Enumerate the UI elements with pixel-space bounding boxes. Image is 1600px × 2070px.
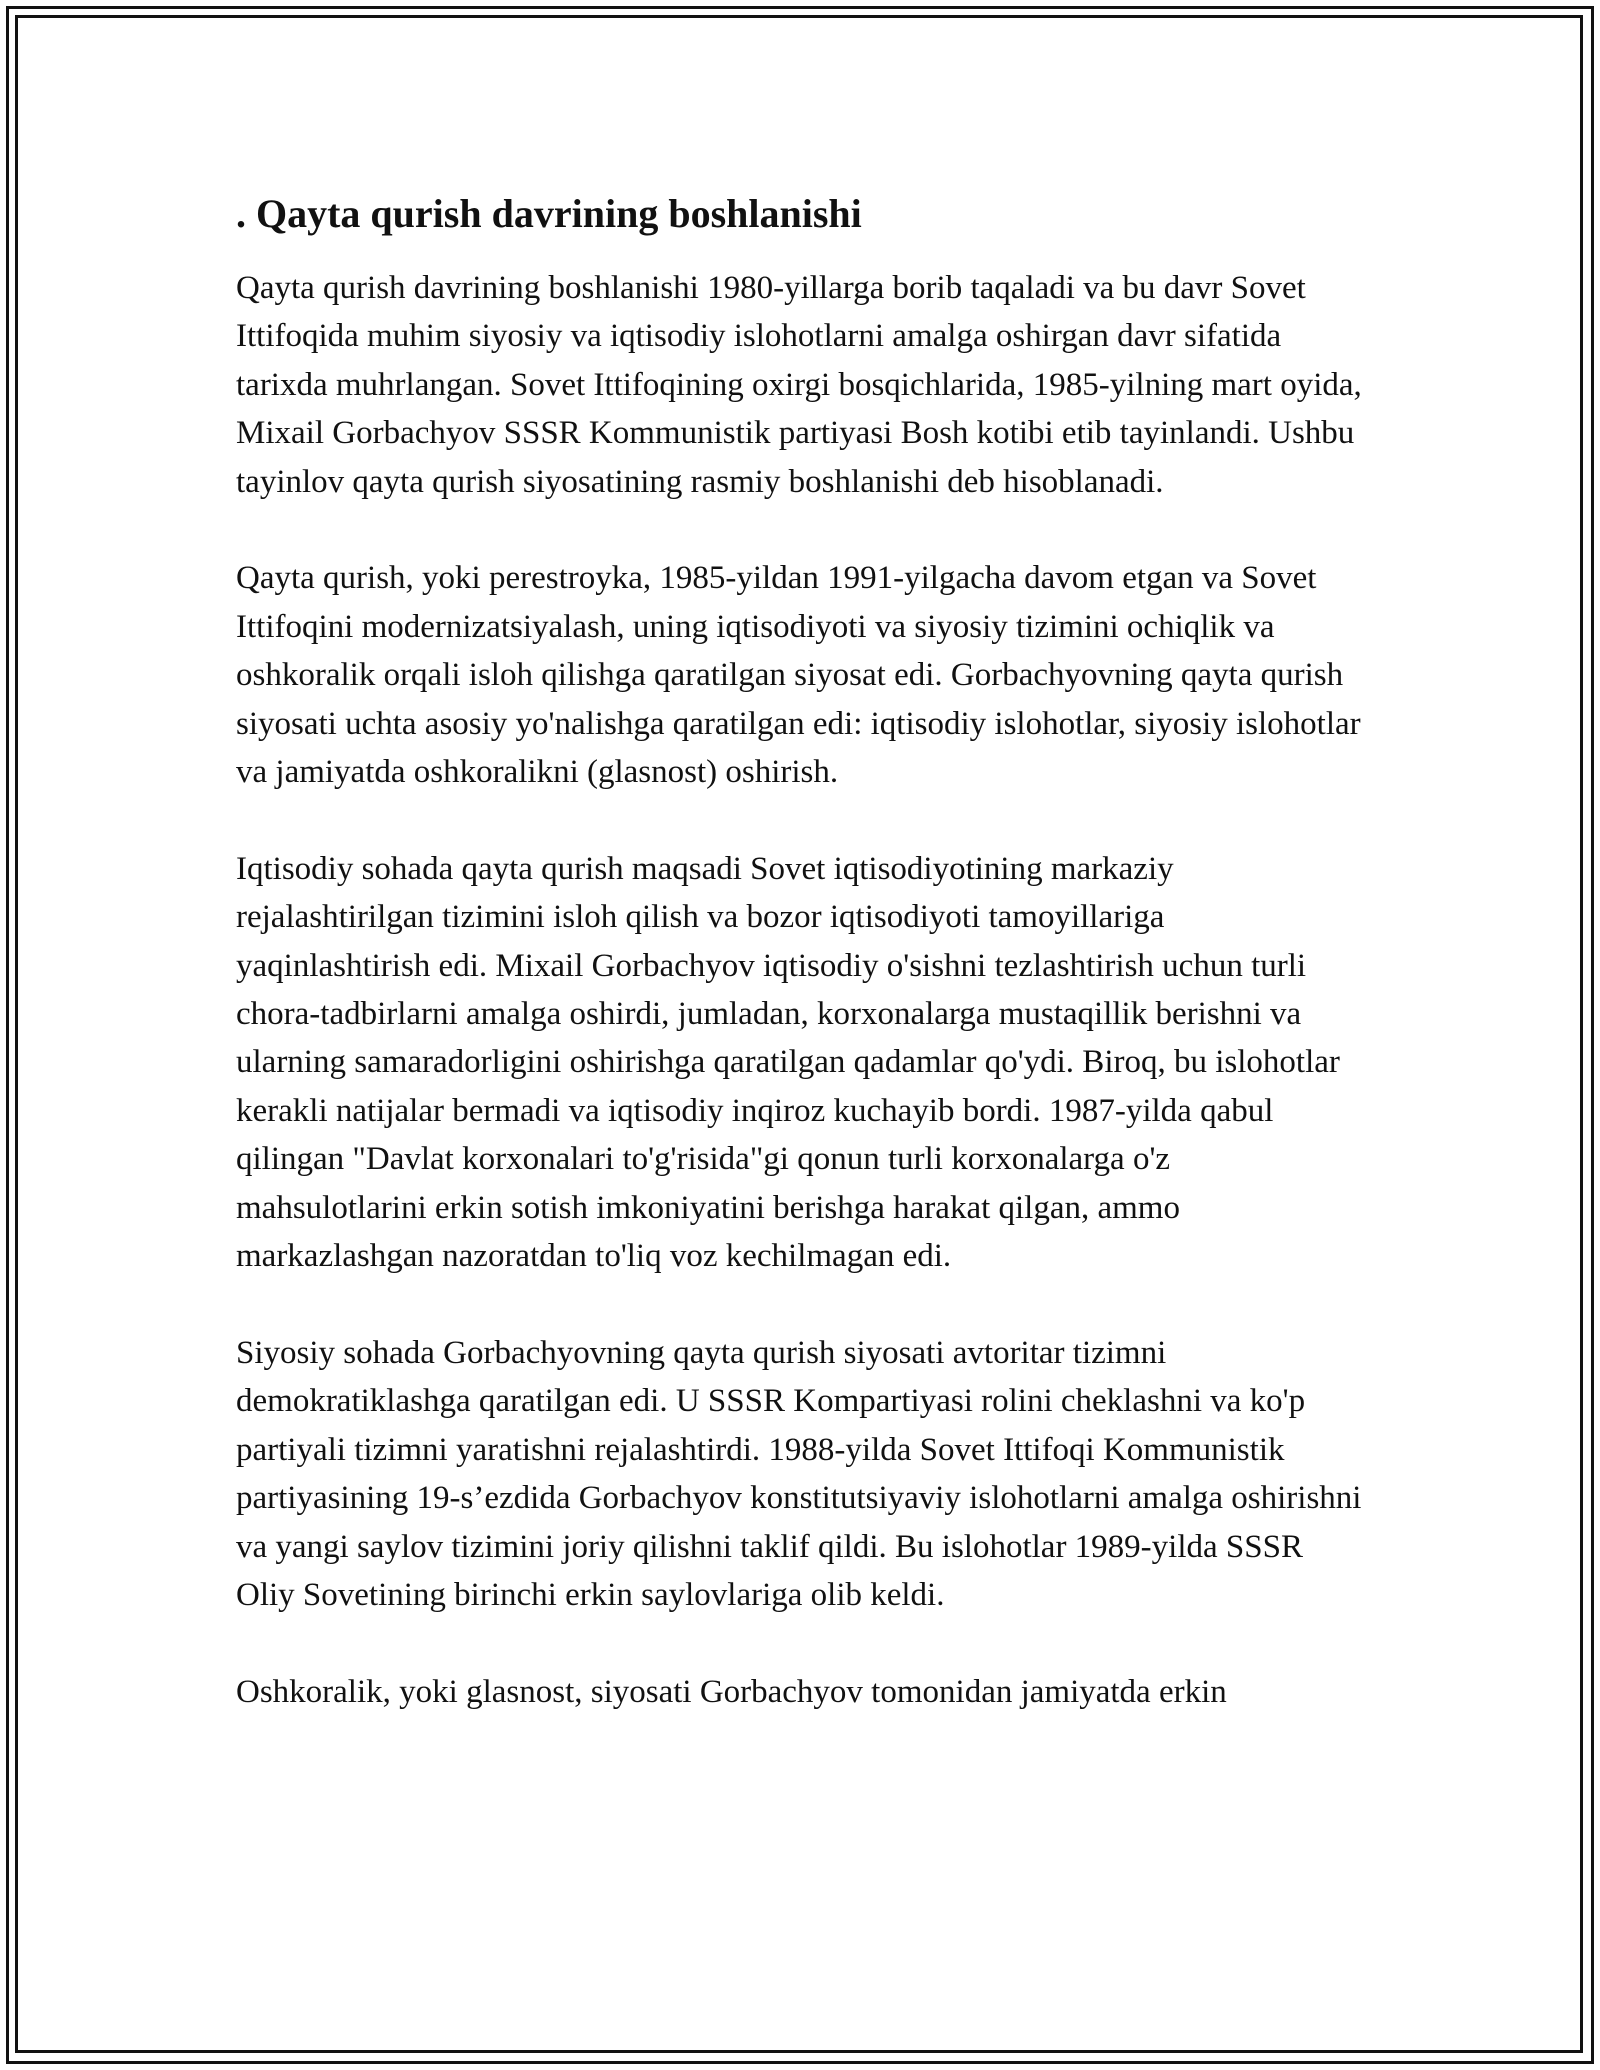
paragraph-3: Iqtisodiy sohada qayta qurish maqsadi Sovet iqtisodiyotining markaziy rejalashtirilgan tizimini isloh qilish va bozor iqtisodiyoti tamoyillariga yaqinlashtirish edi. Mixail Gorbachyov iqtisodiy o'sishni tezlashtirish uchun turli chora-tadbirlarni amalga oshirdi, jumladan, korxonalarga mustaqillik berishni va ularning samaradorligini oshirishga qaratilgan qadamlar qo'ydi. Biroq, bu islohotlar kerakli natijalar bermadi va iqtisodiy inqiroz kuchayib bordi. 1987-yilda qabul qilingan "Davlat korxonalari to'g'risida"gi qonun turli korxonalarga o'z mahsulotlarini erkin sotish imkoniyatini berishga harakat qilgan, ammo markazlashgan nazoratdan to'liq voz kechilmagan edi. [236, 850, 1340, 1275]
section-heading: . Qayta qurish davrining boshlanishi [236, 191, 862, 236]
paragraph-2: Qayta qurish, yoki perestroyka, 1985-yildan 1991-yilgacha davom etgan va Sovet Ittifoqini modernizatsiyalash, uning iqtisodiyoti va siyosiy tizimini ochiqlik va oshkoralik orqali isloh qilishga qaratilgan siyosat edi. Gorbachyovning qayta qurish siyosati uchta asosiy yo'nalishga qaratilgan edi: iqtisodiy islohotlar, siyosiy islohotlar va jamiyatda oshkoralikni (glasnost) oshirish. [236, 560, 1361, 791]
paragraph-5: Oshkoralik, yoki glasnost, siyosati Gorbachyov tomonidan jamiyatda erkin [236, 1673, 1227, 1710]
document-body [236, 188, 1366, 1716]
paragraph-4: Siyosiy sohada Gorbachyovning qayta qurish siyosati avtoritar tizimni demokratiklashga qaratilgan edi. U SSSR Kompartiyasi rolini cheklashni va ko'p partiyali tizimni yaratishni rejalashtirdi. 1988-yilda Sovet Ittifoqi Kommunistik partiyasining 19-s’ezdida Gorbachyov konstitutsiyaviy islohotlarni amalga oshirishni va yangi saylov tizimini joriy qilishni taklif qildi. Bu islohotlar 1989-yilda SSSR Oliy Sovetining birinchi erkin saylovlariga olib keldi. [236, 1334, 1362, 1613]
paragraph-1: Qayta qurish davrining boshlanishi 1980-yillarga borib taqaladi va bu davr Sovet Ittifoqida muhim siyosiy va iqtisodiy islohotlarni amalga oshirgan davr sifatida tarixda muhrlangan. Sovet Ittifoqining oxirgi bosqichlarida, 1985-yilning mart oyida, Mixail Gorbachyov SSSR Kommunistik partiyasi Bosh kotibi etib tayinlandi. Ushbu tayinlov qayta qurish siyosatining rasmiy boshlanishi deb hisoblanadi. [236, 270, 1362, 500]
